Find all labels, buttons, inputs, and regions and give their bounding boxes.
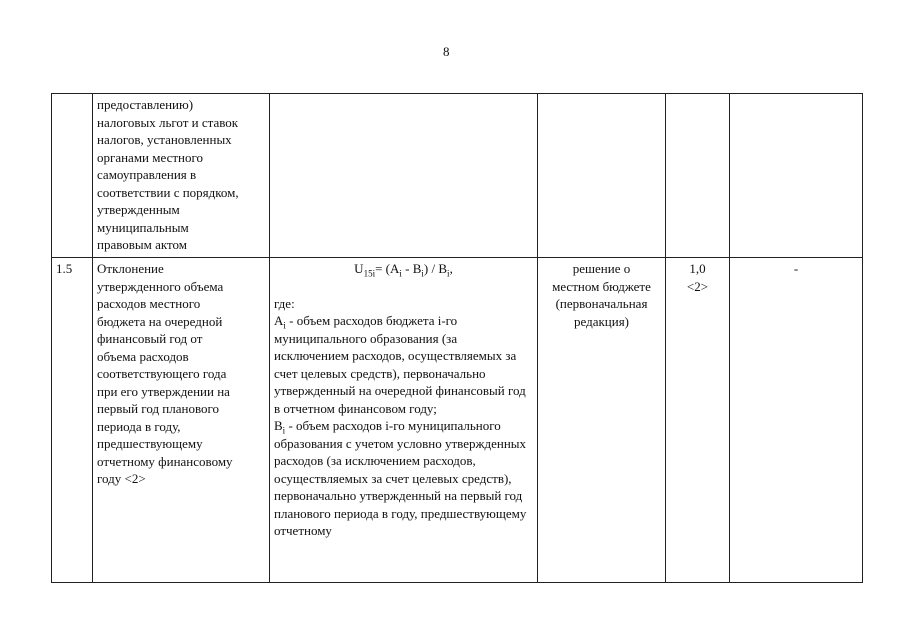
cell-indicator-name: предоставлению) налоговых льгот и ставок налогов, установленных органами местного самоуправления в соответствии с порядком, утвержденным муниципальным правовым актом bbox=[93, 94, 270, 258]
formula-where: где: bbox=[274, 295, 295, 311]
cell-source bbox=[538, 94, 666, 258]
cell-indicator-name: Отклонение утвержденного объема расходов местного бюджета на очередной финансовый год от объема расходов соответствующего года при его утверждении на первый год планового периода в году, предшествующему отчетному финансовому году <2> bbox=[93, 258, 270, 583]
cell-weight: 1,0 <2> bbox=[666, 258, 730, 583]
cell-formula bbox=[270, 94, 538, 258]
formula-definition-a: $A_i$ - объем расходов бюджета i-го муниципального образования (за исключением расходов, осуществляемых за счет целевых средств), первоначально утвержденный на очередной финансовый год в отчетном финансовом году; bbox=[274, 313, 526, 416]
formula-definition-b: $B_i$ - объем расходов i-го муниципального образования с учетом условно утвержденных расходов (за исключением расходов, осуществляемых за счет целевых средств), первоначально утвержденный на первый год планового периода в году, предшествующему отчетному bbox=[274, 418, 527, 538]
cell-number: 1.5 bbox=[52, 258, 93, 583]
cell-source: решение о местном бюджете (первоначальная редакция) bbox=[538, 258, 666, 583]
table-row-1-5 bbox=[52, 258, 863, 583]
table-row-continued bbox=[52, 94, 863, 258]
cell-weight bbox=[666, 94, 730, 258]
cell-number bbox=[52, 94, 93, 258]
cell-note: - bbox=[730, 258, 863, 583]
cell-formula bbox=[270, 258, 538, 583]
indicator-table bbox=[51, 93, 863, 583]
formula-equation: $U_{15i}= (A_i - B_i) / B_i$, bbox=[354, 261, 453, 279]
page-number: 8 bbox=[443, 44, 450, 59]
cell-note bbox=[730, 94, 863, 258]
